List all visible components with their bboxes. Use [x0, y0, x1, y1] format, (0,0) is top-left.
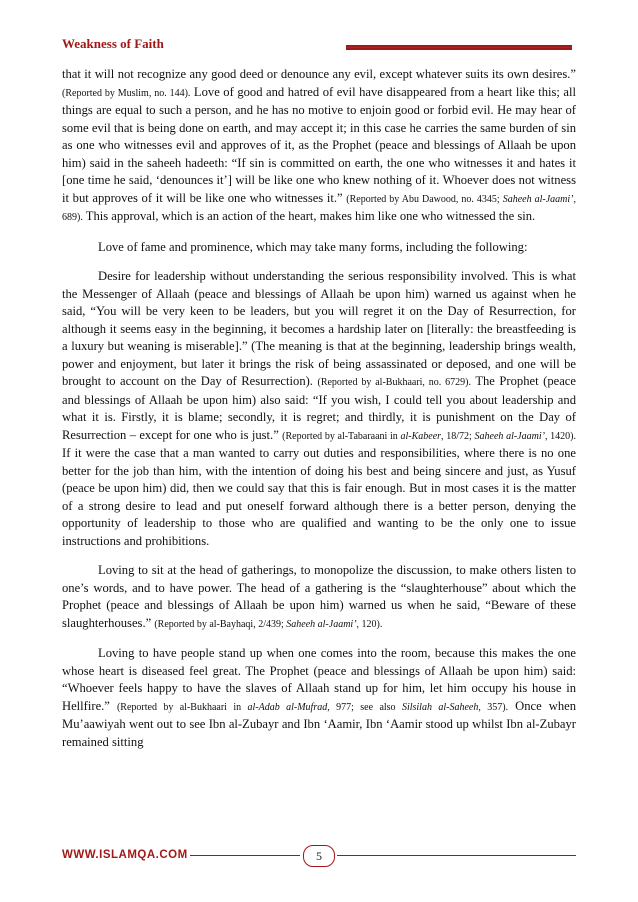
citation-reference: (Reported by al-Bukhaari in: [116, 701, 248, 713]
paragraph-text: Loving to have people stand up when one comes into the room, because this makes the one whose heart is diseased feel great. The Prophet (peace and blessings of Allaah be upon him) said: “Whoever feels happy to have the slaves of Allaah stand up for him, let him occupy his house in Hellfire.”: [62, 646, 576, 713]
citation-book-title: al-Kabeer: [400, 430, 442, 442]
citation-reference: , 1420).: [544, 430, 576, 442]
citation-book-title: Silsilah al-Saheeh: [401, 701, 479, 713]
body-paragraph: [62, 66, 576, 227]
paragraph-text: If it were the case that a man wanted to carry out duties and responsibilities, where there is no one better for the job than him, with the intention of doing his best and being sincere and just, as Yusuf (peace be upon him) did, then we could say that this is fair enough. But in most cases it is the matter of a strong desire to lead and put oneself forward although there is a better person, denying the opportunity of leadership to those who are qualified and wanting to be the only one to issue instructions and prohibitions.: [62, 446, 576, 548]
paragraph-text: that it will not recognize any good deed or denounce any evil, except whatever suits its own desires.”: [62, 67, 576, 81]
paragraph-text: Once when Mu’aawiyah went out to see Ibn al-Zubayr and Ibn ‘Aamir, Ibn ‘Aamir stood up whilst Ibn al-Zubayr remained sitting: [62, 698, 577, 749]
citation-reference: (Reported by Abu Dawood, no. 4345;: [346, 193, 503, 205]
citation-reference: , 18/72;: [441, 430, 475, 442]
document-header-title: Weakness of Faith: [62, 36, 164, 51]
citation-book-title: Saheeh al-Jaami’: [502, 193, 574, 205]
document-body: [62, 66, 576, 763]
citation-reference: , 120).: [356, 618, 383, 630]
footer-website-link[interactable]: WWW.ISLAMQA.COM: [62, 849, 188, 861]
citation-reference: (Reported by Muslim, no. 144).: [62, 87, 191, 99]
paragraph-text: Loving to sit at the head of gatherings, to monopolize the discussion, to make others listen to one’s words, and to have power. The head of a gathering is the “slaughterhouse” about which the Prophet (peace and blessings of Allaah be upon him) warned us when he said, “Beware of these slaughterhouses.”: [62, 563, 576, 630]
citation-reference: , 977; see also: [327, 701, 402, 713]
footer-rule-left: [190, 855, 300, 856]
citation-book-title: Saheeh al-Jaami’: [286, 618, 357, 630]
paragraph-text: The Prophet (peace and blessings of Allaah be upon him) also said: “If you wish, I could tell you about leadership and what it is. Firstly, it is blame; secondly, it is regret; and thirdly, it is punishment on the Day of Resurrection – except for one who is just.”: [62, 374, 576, 442]
paragraph-text: Desire for leadership without understanding the serious responsibility involved. This is what the Messenger of Allaah (peace and blessings of Allaah be upon him) warned us against when he said, “You will be very keen to be leaders, but you will regret it on the Day of Resurrection, for although it seems easy in the beginning, it becomes a hardship later on [literally: the breastfeeding is a luxury but weaning is miserable].” (The meaning is that at the beginning, leadership brings wealth, power and enjoyment, but later it brings the risk of being assassinated or deposed, and one will be brought to account on the Day of Resurrection).: [62, 269, 576, 388]
citation-book-title: Saheeh al-Jaami’: [474, 430, 545, 442]
body-paragraph: [62, 562, 576, 633]
citation-reference: (Reported by al-Bayhaqi, 2/439;: [154, 618, 287, 630]
paragraph-text: Love of fame and prominence, which may take many forms, including the following:: [98, 239, 528, 254]
paragraph-text: Love of good and hatred of evil have disappeared from a heart like this; all things are equal to such a person, and he has no motive to enjoin good or forbid evil. He may hear of some evil that is being done on earth, and may accept it; in this case he carries the same burden of sin as one who witnesses evil and approves of it, as the Prophet (peace and blessings of Allaah be upon him) said in the saheeh hadeeth: “If sin is committed on earth, the one who witnesses it and hates it [one time he said, ‘denounces it’] will be like one who knew nothing of it. Whoever does not witness it but approves of it will be like one who witnesses it.”: [62, 84, 577, 205]
body-paragraph: [62, 268, 576, 550]
paragraph-text: This approval, which is an action of the heart, makes him like one who witnessed the sin.: [82, 209, 536, 223]
body-paragraph: [62, 239, 576, 257]
citation-book-title: al-Adab al-Mufrad: [247, 701, 328, 713]
page-number: 5: [303, 845, 335, 867]
header-decorative-rule: [346, 45, 572, 50]
footer-rule-right: [337, 855, 576, 856]
body-paragraph: [62, 645, 576, 751]
citation-reference: , 357).: [478, 701, 509, 713]
citation-reference: , 689).: [62, 193, 576, 223]
citation-reference: (Reported by al-Bukhaari, no. 6729).: [317, 377, 472, 388]
citation-reference: (Reported by al-Tabaraani in: [282, 430, 401, 442]
